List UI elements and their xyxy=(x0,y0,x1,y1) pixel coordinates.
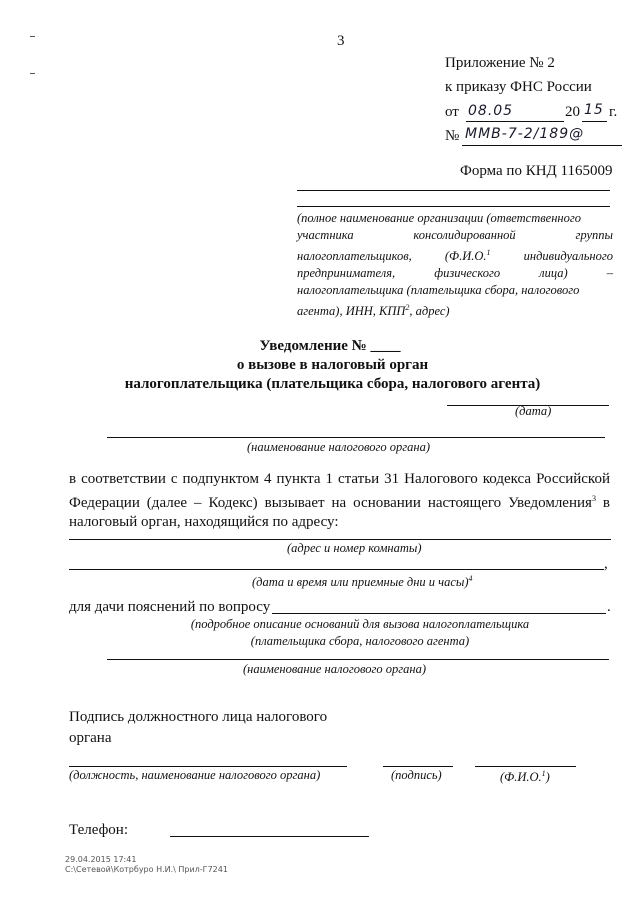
explain-label: для дачи пояснений по вопросу xyxy=(69,599,271,615)
caption-word: консолидированной xyxy=(413,228,516,242)
print-stamp-line-2: С:\Сетевой\Котрбуро Н.И.\ Прил-Г7241 xyxy=(65,865,228,874)
tax-authority-line-2 xyxy=(107,659,609,660)
appendix-number-value: ММВ-7-2/189@ xyxy=(465,126,585,142)
tax-authority-line xyxy=(107,437,605,438)
number-underline xyxy=(462,145,622,146)
margin-mark xyxy=(30,73,35,74)
recipient-caption-line-5: налогоплательщика (плательщика сбора, налогового xyxy=(297,283,580,298)
address-caption: (адрес и номер комнаты) xyxy=(287,541,422,555)
datetime-comma: , xyxy=(604,556,608,572)
title-line-2: о вызове в налоговый орган xyxy=(236,357,429,373)
fio-caption: (Ф.И.О.$^1$) xyxy=(500,769,550,785)
title-line-1: Уведомление № ____ xyxy=(259,338,401,354)
recipient-caption-line-2 xyxy=(297,227,613,244)
body-line-2: Федерации (далее – Кодекс) вызывает на основании настоящего Уведомления$^3$ в xyxy=(69,494,610,511)
explain-line xyxy=(272,613,606,614)
grounds-caption-line-1: (подробное описание оснований для вызова налогоплательщика xyxy=(190,617,530,631)
page-number: 3 xyxy=(337,33,345,49)
recipient-caption-line-6: агента), ИНН, КПП$^2$, адрес) xyxy=(297,303,450,319)
phone-label: Телефон: xyxy=(69,822,128,838)
appendix-date-prefix: от xyxy=(445,104,459,120)
caption-word: предпринимателя, xyxy=(297,266,396,281)
year-underline xyxy=(582,121,607,122)
caption-word: налогоплательщиков, xyxy=(297,249,412,264)
caption-word: индивидуального xyxy=(523,249,614,264)
appendix-year-prefix: 20 xyxy=(565,104,580,120)
print-stamp-line-1: 29.04.2015 17:41 xyxy=(65,855,137,864)
caption-word: физического xyxy=(434,266,501,281)
body-line-1: в соответствии с подпунктом 4 пункта 1 статьи 31 Налогового кодекса Российской xyxy=(69,471,610,487)
caption-word: группы xyxy=(575,228,614,242)
signature-label-line-2: органа xyxy=(69,730,112,746)
date-underline xyxy=(466,121,564,122)
recipient-caption-line-1: (полное наименование организации (ответственного xyxy=(297,211,582,225)
recipient-line-1 xyxy=(297,190,610,191)
caption-word: участника xyxy=(297,228,354,242)
appendix-year-value: 15 xyxy=(584,102,604,118)
recipient-caption-line-3 xyxy=(297,244,613,265)
tax-authority-caption: (наименование налогового органа) xyxy=(247,440,430,454)
signature-label-line-1: Подпись должностного лица налогового xyxy=(69,709,328,725)
appendix-date-value: 08.05 xyxy=(468,103,514,119)
title-line-3: налогоплательщика (плательщика сбора, налогового агента) xyxy=(124,376,541,392)
grounds-caption xyxy=(140,616,580,650)
signature-caption: (подпись) xyxy=(391,768,442,782)
margin-mark xyxy=(30,36,35,37)
appendix-order: к приказу ФНС России xyxy=(445,79,592,95)
recipient-caption xyxy=(297,210,613,320)
recipient-caption-line-4 xyxy=(297,265,613,282)
caption-word: (Ф.И.О.$^1$ xyxy=(444,248,491,264)
body-line-3: налоговый орган, находящийся по адресу: xyxy=(69,514,339,530)
caption-word: лица) xyxy=(539,266,568,281)
recipient-line-2 xyxy=(297,206,610,207)
explain-period: . xyxy=(607,599,611,615)
notice-title xyxy=(0,337,640,394)
date-caption: (дата) xyxy=(515,404,552,418)
form-code: Форма по КНД 1165009 xyxy=(460,163,613,179)
position-caption: (должность, наименование налогового органа) xyxy=(69,768,321,782)
print-stamp xyxy=(65,855,228,875)
phone-line xyxy=(170,836,369,837)
signature-label xyxy=(69,707,327,749)
grounds-caption-line-2: (плательщика сбора, налогового агента) xyxy=(250,634,470,648)
appendix-title: Приложение № 2 xyxy=(445,55,555,71)
body-paragraph xyxy=(69,470,610,532)
appendix-number-prefix: № xyxy=(445,128,460,144)
appendix-year-suffix: г. xyxy=(609,104,618,120)
tax-authority-caption-2: (наименование налогового органа) xyxy=(243,662,426,676)
datetime-caption: (дата и время или приемные дни и часы)$^4$ xyxy=(252,574,473,590)
caption-word: – xyxy=(606,266,613,281)
